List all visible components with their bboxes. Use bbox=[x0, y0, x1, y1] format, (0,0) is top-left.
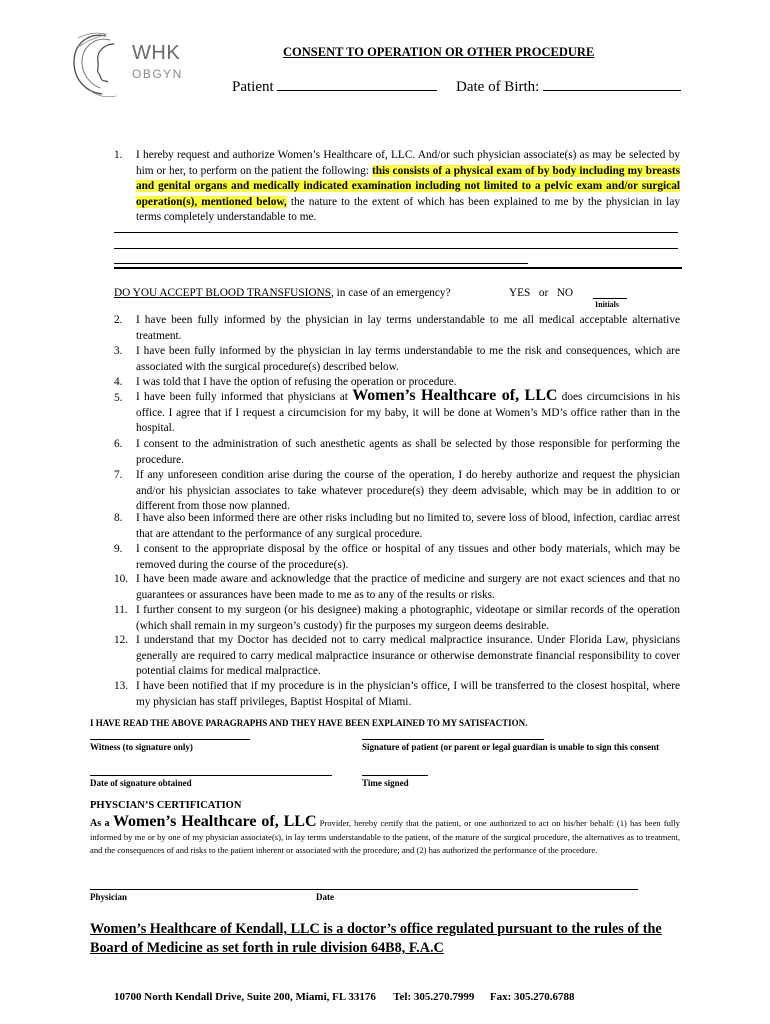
initials-label: Initials bbox=[595, 300, 620, 309]
item-8-text: I have also been informed there are other risks including but no limited to, severe loss of blood, infection, cardiac arrest that are attendant to the performance of any surgical procedure. bbox=[136, 512, 680, 540]
patient-label: Patient bbox=[232, 79, 274, 95]
blood-question-suffix: , in case of an emergency? bbox=[330, 287, 451, 299]
patient-signature-line[interactable] bbox=[362, 739, 544, 740]
clinic-phone: Tel: 305.270.7999 bbox=[393, 991, 475, 1003]
physician-date-label: Date bbox=[316, 892, 334, 902]
clinic-address: 10700 North Kendall Drive, Suite 200, Miami, FL 33176 bbox=[114, 991, 376, 1003]
item-13-number: 13. bbox=[114, 680, 129, 692]
item-1-text-b: the nature to the extent of which has been explained to me by the physician in lay terms completely understandable to me. bbox=[136, 195, 680, 224]
item-11-number: 11. bbox=[114, 604, 128, 616]
item-3-text: I have been fully informed by the physician in lay terms understandable to me the risk and consequences, which are associated with the surgical procedure(s) described below. bbox=[136, 345, 680, 373]
document-title: CONSENT TO OPERATION OR OTHER PROCEDURE bbox=[283, 45, 595, 59]
blood-question bbox=[114, 286, 451, 302]
item-5-text-b: does circumcisions in his office. I agree that if I request a circumcision for my baby, it will be done at Women’s MD’s office rather than in the hospital. bbox=[136, 391, 680, 435]
certification-body: Provider, hereby certify that the patient, or one authorized to act on his/her behalf: (1) has been fully informed by me or by one of my physician associate(s), in lay terms understandable to the patient, of the mature of the surgical procedure, the alternatives as to treatment, and the consequences of and risks to the patient inherent or associated with the procedure; and (2) has authorized the performance of the procedure. bbox=[90, 818, 680, 855]
item-3-number: 3. bbox=[114, 345, 123, 357]
item-13-text: I have been notified that if my procedure is in the physician’s office, I will be transferred to the closest hospital, where my physician has staff privileges, Baptist Hospital of Miami. bbox=[136, 680, 680, 708]
woman-profile-logo-icon bbox=[66, 30, 132, 100]
satisfaction-statement: I HAVE READ THE ABOVE PARAGRAPHS AND THEY HAVE BEEN EXPLAINED TO MY SATISFACTION. bbox=[90, 718, 528, 728]
item-6-number: 6. bbox=[114, 438, 123, 450]
item-5-number: 5. bbox=[114, 392, 123, 404]
item-1-text bbox=[136, 148, 680, 226]
procedure-line-2[interactable] bbox=[114, 248, 678, 249]
item-5-text-a: I have been fully informed that physicians at bbox=[136, 391, 353, 403]
logo-brand-text: WHK bbox=[132, 42, 181, 64]
item-7-text: If any unforeseen condition arise during the course of the operation, I do hereby authorize and request the physician and/or his physician associates to take whatever procedure(s) they deem advisable, which may be in addition to or different from those now planned. bbox=[136, 469, 680, 513]
item-10-text: I have been made aware and acknowledge that the practice of medicine and surgery are not exact sciences and that no guarantees or assurances have been made to me as to any of the results or risks. bbox=[136, 573, 680, 601]
section-divider bbox=[114, 267, 682, 269]
item-12-number: 12. bbox=[114, 634, 129, 646]
item-8-number: 8. bbox=[114, 512, 123, 524]
blood-options: YES or NO bbox=[509, 287, 574, 299]
time-signed-line[interactable] bbox=[362, 775, 428, 776]
logo-sub-text: OBGYN bbox=[132, 67, 183, 81]
clinic-fax: Fax: 305.270.6788 bbox=[489, 991, 575, 1003]
item-10-number: 10. bbox=[114, 573, 129, 585]
witness-label: Witness (to signature only) bbox=[90, 742, 193, 752]
date-obtained-line[interactable] bbox=[90, 775, 332, 776]
procedure-line-1[interactable] bbox=[114, 232, 678, 233]
certification-heading: PHYSCIAN’S CERTIFICATION bbox=[90, 800, 242, 811]
clinic-contact bbox=[114, 991, 575, 1003]
dob-input-line[interactable] bbox=[543, 76, 681, 91]
dob-field bbox=[456, 76, 681, 96]
item-2-text: I have been fully informed by the physician in lay terms understandable to me all medical acceptable alternative treatment. bbox=[136, 314, 680, 342]
patient-signature-label: Signature of patient (or parent or legal guardian is unable to sign this consent bbox=[362, 742, 660, 752]
patient-field bbox=[232, 76, 437, 96]
item-4-text: I was told that I have the option of refusing the operation or procedure. bbox=[136, 376, 457, 388]
item-1-number: 1. bbox=[114, 149, 123, 161]
physician-signature-line[interactable] bbox=[90, 889, 638, 890]
item-6-text: I consent to the administration of such anesthetic agents as shall be selected by those responsible for performing the procedure. bbox=[136, 438, 680, 466]
date-obtained-label: Date of signature obtained bbox=[90, 778, 192, 788]
time-signed-label: Time signed bbox=[362, 778, 409, 788]
certification-org-name: Women’s Healthcare of, LLC bbox=[112, 813, 317, 830]
item-4-number: 4. bbox=[114, 376, 123, 388]
item-7-number: 7. bbox=[114, 469, 123, 481]
patient-input-line[interactable] bbox=[277, 76, 437, 91]
witness-signature-line[interactable] bbox=[90, 739, 250, 740]
procedure-line-3[interactable] bbox=[114, 263, 528, 264]
item-1-text-a: I hereby request and authorize Women’s Healthcare of, LLC. And/or such physician associate(s) as may be selected by him or her, to perform on the patient the following: bbox=[136, 149, 680, 177]
physician-label: Physician bbox=[90, 892, 128, 902]
certification-text bbox=[90, 815, 680, 858]
blood-question-main: DO YOU ACCEPT BLOOD TRANSFUSIONS bbox=[114, 287, 331, 299]
clinic-logo bbox=[66, 30, 196, 100]
item-5-org-name: Women’s Healthcare of, LLC bbox=[352, 387, 558, 404]
item-5-text bbox=[136, 388, 680, 437]
item-9-number: 9. bbox=[114, 543, 123, 555]
item-1-highlight: this consists of a physical exam of by body including my breasts and genital organs and medically indicated examination including not limited to a pelvic exam and/or surgical operation(s), mentioned below, bbox=[136, 164, 680, 208]
certification-as-a: As a bbox=[90, 818, 113, 829]
item-2-number: 2. bbox=[114, 314, 123, 326]
regulation-notice: Women’s Healthcare of Kendall, LLC is a doctor’s office regulated pursuant to the rules of the Board of Medicine as set forth in rule division 64B8, F.A.C bbox=[90, 921, 662, 956]
item-12-text: I understand that my Doctor has decided not to carry medical malpractice insurance. Under Florida Law, physicians generally are required to carry medical malpractice insurance or otherwise demonstrate financial responsibility to cover potential claims for medical malpractice. bbox=[136, 634, 680, 678]
item-11-text: I further consent to my surgeon (or his designee) making a photographic, videotape or similar records of the operation (which shall remain in my surgeon’s custody) fir the purposes my surgeon deems desirable. bbox=[136, 604, 680, 632]
initials-input-line[interactable] bbox=[593, 298, 627, 299]
dob-label: Date of Birth: bbox=[456, 79, 540, 95]
item-9-text: I consent to the appropriate disposal by the office or hospital of any tissues and other body materials, which may be removed during the course of the procedure(s). bbox=[136, 543, 680, 571]
